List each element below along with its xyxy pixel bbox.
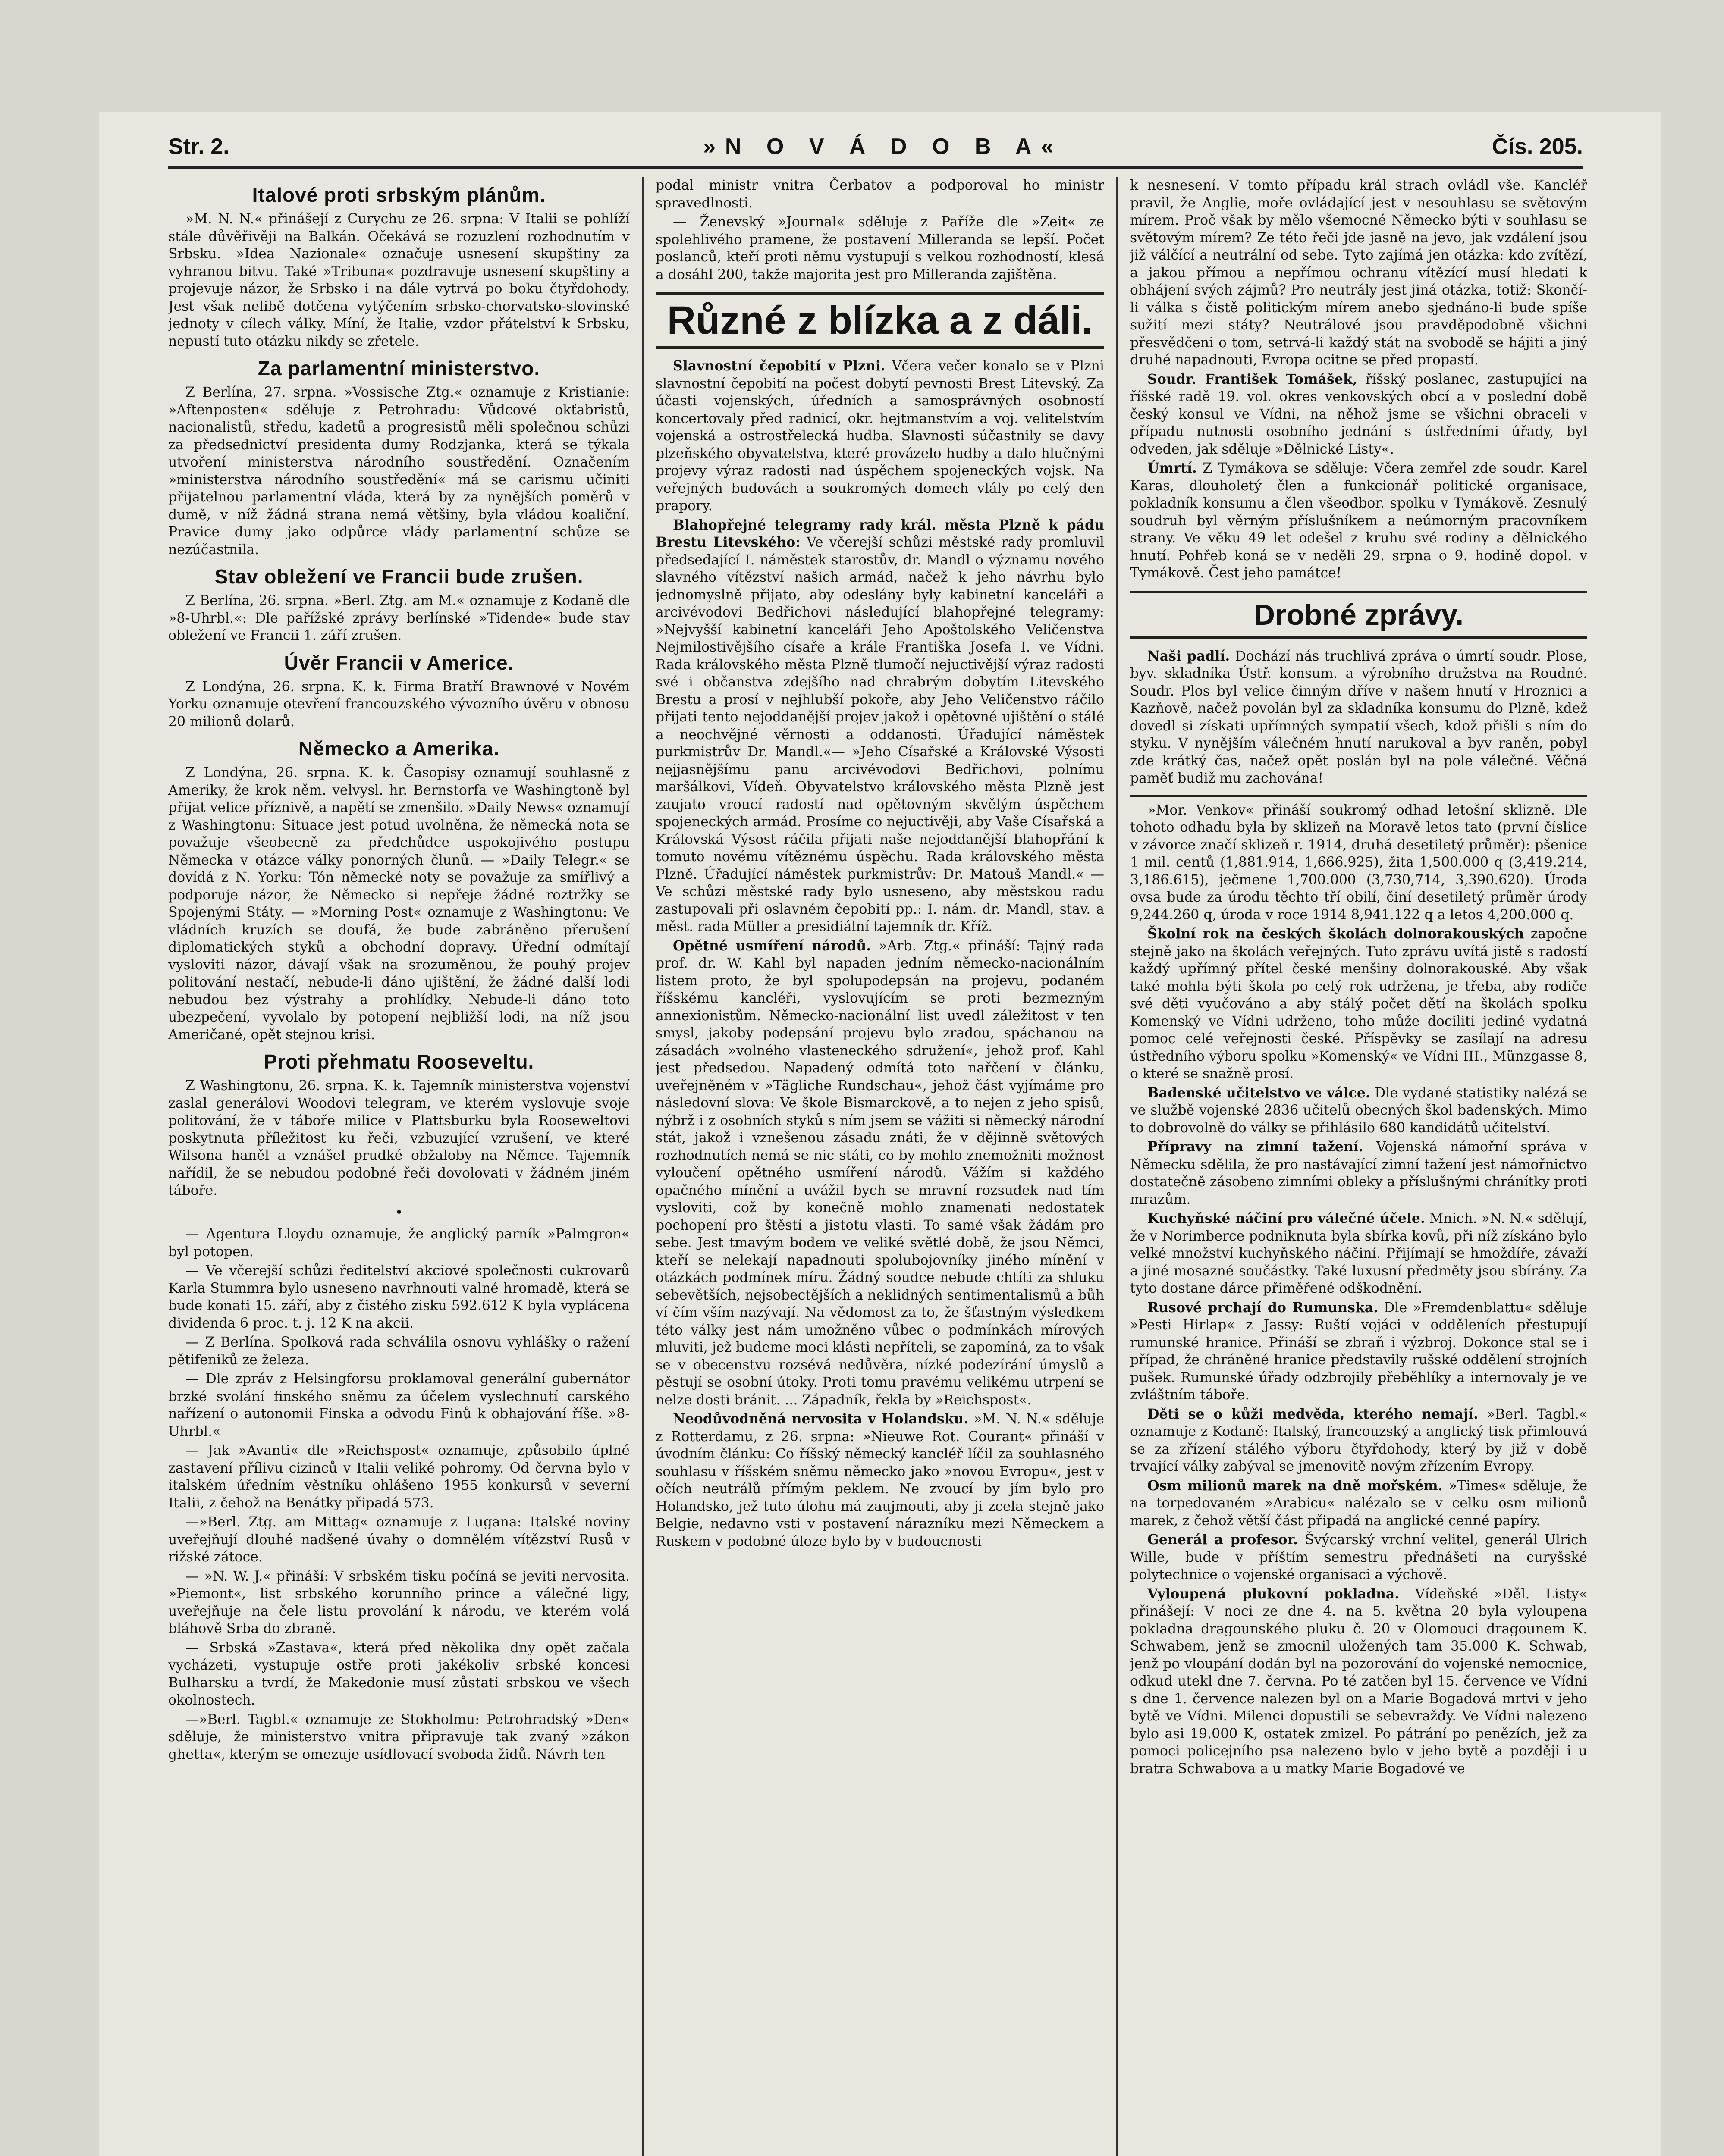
article-text: Úmrtí. Z Tymákova se sděluje: Včera zemřel zde soudr. Karel Karas, dlouholetý člen a funkcionář politické organisace, pokladník konsumu a člen všeodbor. spolku v Tymákově. Zesnulý soudruh byl věrným příslušníkem a neúmorným pracovníkem strany. Ve věku 49 let odešel z kruhu své rodiny a dělnického hnutí. Pohřeb koná se v neděli 29. srpna o 9. hodině dopol. v Tymákově. Čest jeho památce! [1130,460,1587,581]
column-2 [656,177,1104,2156]
column-3 [1130,177,1587,2156]
news-item: — »N. W. J.« přináší: V srbském tisku počíná se jeviti nervosita. »Piemont«, list srbského korunního prince a válečné ligy, uveřejňuje na čele listu provolání k národu, ve kterém volá bláhově Srba do zbraně. [168,1568,630,1636]
run-in-heading: Rusové prchají do Rumunska. [1147,1299,1379,1316]
divider [1130,795,1587,797]
news-item: — Dle zpráv z Helsingforsu proklamoval generální gubernátor brzké svolání finského sněmu za účelem vyslechnutí carského nařízení o autonomii Finska a odvodu Finů k obhajování říše. »8-Uhrbl.« [168,1371,630,1439]
run-in-heading: Úmrtí. [1147,460,1197,476]
news-item: —»Berl. Tagbl.« oznamuje ze Stokholmu: Petrohradský »Den« sděluje, že ministerstvo vnitra připravuje tak zvaný »zákon ghetta«, kterým se omezuje usídlovací svoboda židů. Návrh ten [168,1711,630,1762]
news-item: — Ve včerejší schůzi ředitelství akciové společnosti cukrovarů Karla Stummra bylo usneseno navrhnouti valné hromadě, která se bude konati 15. září, aby z čistého zisku 592.612 K byla vyplácena dividenda 6 proc. t. j. 12 K na akcii. [168,1263,630,1331]
page-number: Str. 2. [168,134,229,159]
article-text: Z Berlína, 27. srpna. »Vossische Ztg.« oznamuje z Kristianie: »Aftenposten« sděluje z Petrohradu: Vůdcové okťabristů, nacionalistů, středu, kadetů a progresistů měli společnou schůzi za předsednictví presidenta dumy Rodzjanka, která se týkala utvoření ministerstva národního soustředění. Označením »ministerstva národního soustředění« má se carismu učiniti přijatelnou parlamentní vláda, která by za nynějších poměrů v dumě, v níž žádná strana nemá většiny, byla vládou koaliční. Pravice dumy jako odpůrce vlády parlamentní schůze se nezúčastnila. [168,385,630,558]
section-title: Drobné zprávy. [1130,591,1587,639]
run-in-heading: Soudr. František Tomášek, [1147,371,1357,387]
article-text: Kuchyňské náčiní pro válečné účele. Mnich. »N. N.« sdělují, že v Norimberce podniknuta byla sbírka kovů, při níž získáno bylo velké množství kuchyňského náčiní. Přijímají se hmoždíře, závaží a jiné mosazné součástky. Také luxusní předměty jsou sbírány. Za tyto dostane dárce přiměřené odškodnění. [1130,1210,1587,1296]
news-item: — Ženevský »Journal« sděluje z Paříže dle »Zeit« ze spolehlivého pramene, že postavení Milleranda se lepší. Počet poslanců, kteří proti němu vystupují s velkou rozhodností, klesá a dosáhl 200, takže majorita jest pro Milleranda zajištěna. [656,214,1104,282]
article-text: Vyloupená plukovní pokladna. Vídeňské »Děl. Listy« přinášejí: V noci ze dne 4. na 5. května 20 byla vyloupena pokladna dragounského pluku č. 20 v Olomouci dragounem K. Schwabem, jenž se zmocnil uložených tam 35.000 K. Schwab, jenž po vloupání dodán byl na pozorování do vojenské nemocnice, odkud utekl dne 7. června. Po té zatčen byl 15. července ve Vídni s dne 1. července nalezen byl on a Marie Bogadová mrtvi v jeho bytě ve Vídni. Milenci dopustili se sebevraždy. Ve Vídni nalezeno bylo asi 19.000 K, ostatek zmizel. Po pátrání po penězích, jež za pomoci policejního psa nalezeno bylo v jeho bytě a později i u bratra Schwabova a u matky Marie Bogadové ve [1130,1586,1587,1777]
article-text: Školní rok na českých školách dolnorakouských započne stejně jako na školách veřejných. Tuto zprávu uvítá jistě s radostí každý upřímný přítel české menšiny dolnorakouské. Aby však také mohla býti škola po celý rok udržena, je třeba, aby rodiče své děti vyučováno a aby stálý počet dětí na školách spolku Komenský ve Vídni udrženo, toho může dociliti jediné vydatná pomoc celé veřejnosti české. Příspěvky se zasílají na adresu ústředního výboru spolku »Komenský« ve Vídni III., Münzgasse 8, o které se snažně prosí. [1130,926,1587,1081]
article-text: Z Londýna, 26. srpna. K. k. Firma Bratří Brawnové v Novém Yorku oznamuje otevření francouzského vývozního úvěru v obnosu 20 milionů dolarů. [168,679,630,730]
headline: Za parlamentní ministerstvo. [258,357,540,379]
article-text: Osm milionů marek na dně mořském. »Times« sděluje, že na torpedovaném »Arabicu« nalézalo se v celku osm milionů marek, z čehož větší část připadá na anglické cenné papíry. [1130,1477,1587,1529]
article-continuation: podal ministr vnitra Čerbatov a podporoval ho ministr spravedlnosti. [656,178,1104,211]
article-text: Z Washingtonu, 26. srpna. K. k. Tajemník ministerstva vojenství zaslal generálovi Woodovi telegram, ve kterém vyslovuje svoje politování, že v táboře milice v Plattsburku byla Rooseweltovi poskytnuta příležitost ku řeči, vzbuzující vzrušení, ve které Wilsona haněl a vznášel prudké obžaloby na Němce. Tajemník nařídil, že se nebudou podobné řeči dovolovati v žádném jiném táboře. [168,1078,630,1198]
newspaper-page [99,112,1661,2156]
article-text: Blahopřejné telegramy rady král. města Plzně k pádu Brestu Litevského: Ve včerejší schůzi městské rady promluvil předsedající I. náměstek starostův, dr. Mandl o významu nového slavného vítězství našich armád, načež k jeho návrhu bylo jednomyslně přijato, aby odeslány byly kabinetní kanceláři a arcivévodovi Bedřichovi následující blahopřejné telegramy: »Nejvyšší kabinetní kanceláři Jeho Apoštolského Veličenstva Nejmilostivějšího císaře a krále Františka Josefa I. ve Vídni. Rada královského města Plzně tlumočí nejuctivější výraz radosti své i občanstva zdejšího nad chrabrým dobytím Litevského Brestu a prosí v nejhlubší pokoře, aby Jeho Veličenstvo ráčilo přijati tento nejoddanější projev jakož i opětovné ujištění o stálé a neochvějné věrnosti a oddanosti. Úřadující náměstek purkmistrův Dr. Mandl.«— »Jeho Císařské a Královské Výsosti nejjasnějšímu panu arcivévodovi Bedřichovi, polnímu maršálkovi, Vídeň. Obyvatelstvo královského města Plzně jest zaujato vroucí radostí nad opětovným skvělým úspěchem spojeneckých armád. Prosíme co nejuctivěji, aby Vaše Císařská a Královská Výsost ráčila přijati naše nejoddanější blahopřání k tomuto novému vítěznému úspěchu. Rada královského města Plzně. Úřadující náměstek purkmistrův: Dr. Matouš Mandl.« — Ve schůzi městské rady bylo usneseno, aby městskou radu zastupovali při oslavném čepobití pp.: I. nám. dr. Mandl, stav. a měst. rada Müller a presidiální tajemník dr. Kříž. [656,517,1104,934]
article-text: Generál a profesor. Švýcarský vrchní velitel, generál Ulrich Wille, bude v příštím semestru přednášeti na curyšské polytechnice o vojenské organisaci a výchově. [1130,1532,1587,1583]
headline: Stav obležení ve Francii bude zrušen. [214,565,584,588]
issue-number: Čís. 205. [1492,134,1583,159]
article-text: Z Londýna, 26. srpna. K. k. Časopisy oznamují souhlasně z Ameriky, že krok něm. velvysl. hr. Bernstorfa ve Washingtoně byl přijat velice příznivě, a napětí se zmenšilo. »Daily News« oznamují z Washingtonu: Situace jest potud uvolněna, že německá nota se považuje všeobecně za předchůdce uspokojivého postupu Německa v otázce války ponorných člunů. — »Daily Telegr.« se dovídá z N. Yorku: Tón německé noty se považuje za smířlivý a podporuje názor, že Německo si nepřeje žádné roztržky se Spojenými Státy. — »Morning Post« oznamuje z Washingtonu: Ve vládních kruzích se doufá, že bude zabráněno přerušení diplomatických styků a obchodní dopravy. Úřední odmítají vysloviti názor, dávají však na srozuměnou, že pouhý projev politování nestačí, nebude-li dáno ujištění, že žádné další lodi nebudou bez výstrahy a prohlídky. Nebude-li dáno toto ubezpečení, vyvolalo by potopení nejbližší lodi, na níž jsou Američané, opět stejnou krisi. [168,765,630,1043]
run-in-heading: Přípravy na zimní tažení. [1147,1139,1363,1155]
newspaper-title: »N O V Á D O B A« [703,134,1063,159]
section-title: Různé z blízka a z dáli. [656,292,1104,349]
run-in-heading: Osm milionů marek na dně mořském. [1147,1477,1443,1494]
article-text: Soudr. František Tomášek, říšský poslanec, zastupující na říšské radě 19. vol. okres venkovských obcí a v poslední době český konsul ve Vídni, na něhož jsme se všichni obraceli v případu nutnosti osobního jednání s ústředními úřady, byl odveden, jak sděluje »Dělnické Listy«. [1130,371,1587,457]
headline: Italové proti srbským plánům. [252,184,546,206]
article-text: Z Berlína, 26. srpna. »Berl. Ztg. am M.« oznamuje z Kodaně dle »8-Uhrbl.«: Dle pařížské zprávy berlínské »Tidende« bude stav obležení ve Francii 1. září zrušen. [168,593,630,643]
run-in-heading: Školní rok na českých školách dolnorakouských [1147,926,1524,942]
article-text: Přípravy na zimní tažení. Vojenská námořní správa v Německu sdělila, že pro nastávající zimní tažení jest námořnictvo dostatečně zásobeno zimními obleky a příslušnými chránítky proti mrazům. [1130,1139,1587,1207]
article-text: »M. N. N.« přinášejí z Curychu ze 26. srpna: V Italii se pohlíží stále důvěřivěji na Balkán. Očekává se rozuzlení rozhodnutím v Srbsku. »Idea Nazionale« označuje usnesení skupštiny za vyhranou bitvu. Také »Tribuna« pozdravuje usnesení skupštiny a projevuje názor, že Srbsko i na dále vytrvá po boku čtyřdohody. Jest však nelibě dotčena vytýčením srbsko-chorvatsko-slovinské jednoty v cílech války. Míní, že Italie, vzdor přátelství k Srbsku, nepustí tuto otázku nikdy se zřetele. [168,211,630,349]
article-text: »Mor. Venkov« přináší soukromý odhad letošní sklizně. Dle tohoto odhadu byla by sklizeň na Moravě letos tato (první číslice v závorce značí sklizeň r. 1914, druhá desetiletý průměr): pšenice 1 mil. centů (1,881.914, 1,666.925), žita 1,500.000 q (3,419.214, 3,186.615), ječmene 1,700.000 (3,730,714, 3,390.620). Úroda ovsa bude za úrodu těchto tří obilí, činí desetiletý průměr úrody 9,244.260 q, úroda v roce 1914 8,941.122 q a letos 4,200.000 q. [1130,802,1587,923]
headline: Proti přehmatu Rooseveltu. [264,1050,534,1073]
news-item: — Jak »Avanti« dle »Reichspost« oznamuje, způsobilo úplné zastavení přílivu cizinců v Italii veliké pohromy. Od června bylo v italském úředním věstníku ohlášeno 1955 konkursů v severní Italii, z čehož na Benátky připadá 573. [168,1443,630,1511]
article-text: Opětné usmíření národů. »Arb. Ztg.« přináší: Tajný rada prof. dr. W. Kahl byl napaden jedním německo-nacionálním listem proto, že byl spolupodepsán na projevu, podaném říšskému kancléři, vyslovujícím se proti bezmezným annexionistům. Německo-nacionální list uvedl záležitost v ten smysl, jakoby podepsání projevu bylo zradou, spáchanou na zásadách »volného vlasteneckého sdružení«, jehož prof. Kahl jest předsedou. Napadený odmítá toto nařčení v článku, uveřejněném v »Tägliche Rundschau«, jehož část vyjímáme pro následovní slova: Ve škole Bismarckově, a to nejen z jeho spisů, nýbrž i z osobních styků s ním jsem se vážiti si německý národní stát, jakož i vznešenou zásadu znáti, že v dějinně světových rozhodnutích nemá se nic státi, co by mohlo znemožniti možnost vyloučení opětného usmíření národů. Vážím si každého opačného mínění a uvážil bych se mravní rozsudek nad tím vysloviti, což by konečně mohlo znamenati nedostatek pochopení pro štěstí a jistotu vlasti. To samé však žádám pro sebe. Jest tmavým bodem ve veliké světlé době, že jsou Němci, kteří se nelekají napadnouti spolubojovníky jiného mínění v otázkách podmínek míru. Žádný soudce nebude chtíti za shluku sebevětších, nejsobectějších a neklidných sentimentalismů a bůh ví čím vším nazývají. Na vědomost za to, že šťastným výsledkem této války jest nám umožněno vůbec o podmínkách mírových mluviti, jež budeme moci klásti nepříteli, se zapomíná, za to však se v obecenstvu rozsévá nedůvěra, nízké podezírání úmyslů a pěstují se osobní útoky. Proti tomu pravému velikému utrpení se nelze dosti bránit. ... Západník, řekla by »Reichspost«. [656,937,1104,1408]
run-in-heading: Badenské učitelstvo ve válce. [1147,1084,1370,1101]
article-continuation: k nesnesení. V tomto případu král strach ovládl vše. Kancléř pravil, že Anglie, moře ovládající jest v nesouhlasu se světovým mírem. Proč však by mělo všemocné Německo býti v souhlasu se světovým mírem? Ze této řeči jde jasně na jevo, jak vzdálení jsou již válčící a neutrální od sebe. Tyto zajímá jen otázka: kdo zvítězí, a jakou přímou a nepřímou ochranu vítězící musí hledati k obhájení svých zájmů? Pro neutrály jest jiná otázka, totiž: Skončí-li válka s čistě politickým mírem anebo sjednáno-li bude spíše sužití mezi státy? Neutrálové jsou pravděpodobně všichni přesvědčeni o tom, setrvá-li každý stát na svobodě se hájiti a jiný druhé napadnouti, Evropa ocitne se před propastí. [1130,178,1587,368]
news-item: — Agentura Lloydu oznamuje, že anglický parník »Palmgron« byl potopen. [168,1226,630,1260]
headline: Německo a Amerika. [298,737,500,760]
headline: Úvěr Francii v Americe. [284,651,514,674]
run-in-heading: Neodůvodněná nervosita v Holandsku. [673,1411,969,1427]
run-in-heading: Naši padlí. [1147,648,1230,664]
news-item: —»Berl. Ztg. am Mittag« oznamuje z Lugana: Italské noviny uveřejňují dlouhé nadšené úvahy o domnělém vítězství Rusů v rižské zátoce. [168,1514,630,1565]
news-item: — Z Berlína. Spolková rada schválila osnovu vyhlášky o ražení pětifeniků ze železa. [168,1335,630,1368]
article-text: Badenské učitelstvo ve válce. Dle vydané statistiky nalézá se ve službě vojenské 2836 učitelů obecných škol badenských. Mimo to dobrovolně do války se přihlásilo 680 kandidátů učitelství. [1130,1084,1587,1136]
run-in-heading: Opětné usmíření národů. [673,937,871,954]
news-item: — Srbská »Zastava«, která před několika dny opět začala vycházeti, vystupuje ostře proti jakékoliv srbské koncesi Bulharsku a tvrdí, že Makedonie musí zůstati srbskou ve všech okolnostech. [168,1640,630,1708]
article-text: Naši padlí. Dochází nás truchlivá zpráva o úmrtí soudr. Plose, byv. skladníka Ústř. konsum. a výrobního družstva na Roudné. Soudr. Plos byl velice činným dříve v našem hnutí v Hroznici a Kazňově, načež povolán byl za skladníka konsumu do Plzně, kdež dovedl si získati upřímných sympatií všech, kdož přišli s ním do styku. V nynějším válečném hnutí narukoval a byv raněn, pobyl zde krátký čas, načež opět poslán byl na pole válečné. Věčná paměť budiž mu zachována! [1130,648,1587,786]
masthead [168,125,1583,169]
run-in-heading: Vyloupená plukovní pokladna. [1147,1586,1400,1602]
column-rule [642,177,644,2156]
article-text: Neodůvodněná nervosita v Holandsku. »M. N. N.« sděluje z Rotterdamu, z 26. srpna: »Nieuwe Rot. Courant« přináší v úvodním článku: Co říšský německý kancléř líčil za souhlasného souhlasu v říšském sněmu německo jako »novou Evropu«, jest v očích neutrálů přímým peklem. Ne zvoucí by jím bylo pro Holandsko, jež tuto úlohu má zaujmouti, aby ji zcela stejně jako Belgie, nedavno vsti v postavení nárazníku mezi Německem a Ruskem v podobné úloze bylo by v budoucnosti [656,1411,1104,1549]
run-in-heading: Slavnostní čepobití v Plzni. [673,358,886,374]
article-text: Slavnostní čepobití v Plzni. Včera večer konalo se v Plzni slavnostní čepobití na počest dobytí pevnosti Brest Litevský. Za účasti vojenských, úředních a samosprávných osobností koncertovaly před radnicí, okr. hejtmanstvím a voj. velitelstvím vojenská a ostrostřelecká hudba. Slavnosti súčastnily se davy plzeňského obyvatelstva, které provázelo hudby a dalo hlučnými projevy výraz radosti nad úspěchem spojeneckých vojsk. Na veřejných budovách a soukromých domech vlály po celý den prapory. [656,358,1104,514]
run-in-heading: Blahopřejné telegramy rady král. města Plzně k pádu Brestu Litevského: [656,517,1104,550]
article-text: Rusové prchají do Rumunska. Dle »Fremdenblattu« sděluje »Pesti Hirlap« z Jassy: Ruští vojáci v odděleních přestupují rumunské hranice. Přináší se zbraň i výzbroj. Dokonce stal se i případ, že chráněné hranice představily rušské oddělení strojních pušek. Rumunské úřady odzbrojily přeběhlíky a internovaly je ve zvláštním táboře. [1130,1299,1587,1403]
run-in-heading: Děti se o kůži medvěda, kterého nemají. [1147,1406,1479,1422]
ornament-icon: • [395,1204,403,1220]
column-rule [1116,177,1118,2156]
column-1 [168,177,630,2156]
article-text: Děti se o kůži medvěda, kterého nemají. »Berl. Tagbl.« oznamuje z Kodaně: Italský, francouzský a anglický tisk přimlouvá se za zřízení stálého výboru čtyřdohody, který by již v době trvající války zabýval se jmenovitě novým zřízením Evropy. [1130,1406,1587,1474]
run-in-heading: Generál a profesor. [1147,1532,1298,1548]
run-in-heading: Kuchyňské náčiní pro válečné účele. [1147,1210,1425,1226]
